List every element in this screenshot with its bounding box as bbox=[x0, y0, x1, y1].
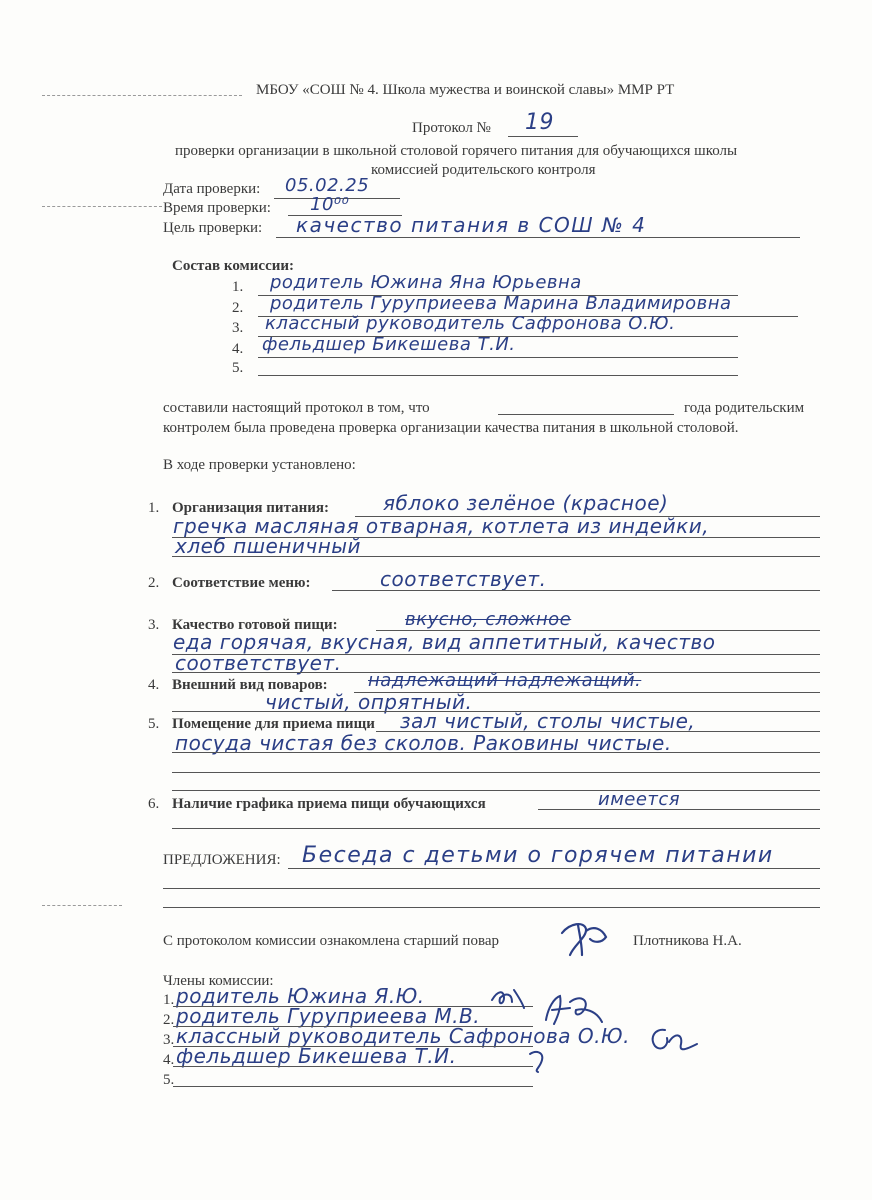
signed-num: 1. bbox=[163, 992, 175, 1008]
item-line bbox=[172, 752, 820, 753]
member-num: 3. bbox=[232, 320, 244, 336]
goal-value: качество питания в СОШ № 4 bbox=[296, 213, 647, 237]
item-num: 4. bbox=[148, 677, 160, 693]
member-num: 2. bbox=[232, 300, 244, 316]
member-value: родитель Южина Яна Юрьевна bbox=[270, 272, 582, 293]
member-signature-icon bbox=[526, 1048, 556, 1074]
item-label: Качество готовой пищи: bbox=[172, 617, 338, 633]
proposals-line bbox=[163, 888, 820, 889]
cook-name: Плотникова Н.А. bbox=[633, 933, 742, 949]
item-label: Организация питания: bbox=[172, 500, 330, 516]
date-label: Дата проверки: bbox=[163, 181, 261, 197]
member-num: 4. bbox=[232, 341, 244, 357]
item-line bbox=[172, 556, 820, 557]
signed-num: 4. bbox=[163, 1052, 175, 1068]
item-line bbox=[332, 590, 820, 591]
item-value: соответствует. bbox=[175, 651, 342, 675]
protocol-label: Протокол № bbox=[412, 120, 491, 136]
item-value: яблоко зелёное (красное) bbox=[383, 491, 669, 515]
proposals-value: Беседа с детьми о горячем питании bbox=[302, 843, 774, 868]
time-value: 10⁰⁰ bbox=[310, 194, 350, 215]
signed-num: 3. bbox=[163, 1032, 175, 1048]
item-value: имеется bbox=[598, 789, 681, 810]
member-line bbox=[258, 357, 738, 358]
signed-line bbox=[173, 1066, 533, 1067]
member-value: родитель Гуруприеева Марина Владимировна bbox=[270, 293, 732, 314]
member-signature-icon bbox=[645, 1022, 701, 1056]
item-label: Внешний вид поваров: bbox=[172, 677, 328, 693]
cook-signature-icon bbox=[556, 915, 612, 959]
member-num: 1. bbox=[232, 279, 244, 295]
statement-text-1b: года родительским bbox=[684, 400, 805, 416]
item-value: гречка масляная отварная, котлета из индейки, bbox=[173, 514, 710, 538]
protocol-subtitle-2: комиссией родительского контроля bbox=[371, 162, 596, 178]
item-label: Наличие графика приема пищи обучающихся bbox=[172, 796, 486, 812]
statement-text-2: контролем была проведена проверка организации качества питания в школьной столовой. bbox=[163, 420, 739, 436]
date-value: 05.02.25 bbox=[285, 175, 370, 196]
acknowledgement-text: С протоколом комиссии ознакомлена старший повар bbox=[163, 933, 499, 949]
item-line bbox=[172, 772, 820, 773]
signed-value: фельдшер Бикешева Т.И. bbox=[176, 1044, 457, 1068]
member-value: фельдшер Бикешева Т.И. bbox=[262, 334, 516, 355]
member-value: классный руководитель Сафронова О.Ю. bbox=[265, 313, 676, 334]
item-struck-value: надлежащий надлежащий. bbox=[368, 670, 642, 691]
signed-value: родитель Южина Я.Ю. bbox=[176, 984, 425, 1008]
protocol-subtitle-1: проверки организации в школьной столовой горячего питания для обучающихся школы bbox=[175, 143, 738, 159]
goal-label: Цель проверки: bbox=[163, 220, 263, 236]
statement-year-line bbox=[498, 414, 674, 415]
proposals-label: ПРЕДЛОЖЕНИЯ: bbox=[163, 852, 281, 868]
member-num: 5. bbox=[232, 360, 244, 376]
item-line bbox=[172, 790, 820, 791]
signed-value: классный руководитель Сафронова О.Ю. bbox=[176, 1024, 630, 1048]
scan-artifact bbox=[42, 206, 162, 207]
item-label: Помещение для приема пищи bbox=[172, 716, 375, 732]
item-num: 1. bbox=[148, 500, 160, 516]
goal-line bbox=[276, 237, 800, 238]
item-value: чистый, опрятный. bbox=[265, 690, 473, 714]
proposals-line bbox=[163, 907, 820, 908]
signed-num: 2. bbox=[163, 1012, 175, 1028]
members-title: Члены комиссии: bbox=[163, 973, 274, 989]
item-struck-value: вкусно, сложное bbox=[405, 609, 572, 630]
protocol-number: 19 bbox=[525, 110, 554, 135]
protocol-number-line bbox=[508, 136, 578, 137]
member-signature-icon bbox=[488, 984, 528, 1010]
signed-num: 5. bbox=[163, 1072, 175, 1088]
commission-title: Состав комиссии: bbox=[172, 258, 295, 274]
item-value: соответствует. bbox=[380, 567, 547, 591]
item-line bbox=[172, 828, 820, 829]
scan-artifact bbox=[42, 95, 242, 96]
item-line bbox=[538, 809, 820, 810]
time-label: Время проверки: bbox=[163, 200, 271, 216]
proposals-line bbox=[288, 868, 820, 869]
statement-text-1a: составили настоящий протокол в том, что bbox=[163, 400, 430, 416]
signed-value: родитель Гуруприеева М.В. bbox=[176, 1004, 481, 1028]
item-value: еда горячая, вкусная, вид аппетитный, качество bbox=[173, 630, 716, 654]
signed-line bbox=[173, 1086, 533, 1087]
item-label: Соответствие меню: bbox=[172, 575, 311, 591]
item-num: 5. bbox=[148, 716, 160, 732]
item-value: зал чистый, столы чистые, bbox=[400, 709, 696, 733]
findings-title: В ходе проверки установлено: bbox=[163, 457, 356, 473]
item-value: посуда чистая без сколов. Раковины чистые. bbox=[175, 731, 672, 755]
item-num: 6. bbox=[148, 796, 160, 812]
scan-artifact bbox=[42, 905, 122, 906]
member-line bbox=[258, 375, 738, 376]
item-num: 2. bbox=[148, 575, 160, 591]
item-num: 3. bbox=[148, 617, 160, 633]
item-value: хлеб пшеничный bbox=[175, 534, 362, 558]
school-name: МБОУ «СОШ № 4. Школа мужества и воинской славы» ММР РТ bbox=[256, 82, 675, 98]
